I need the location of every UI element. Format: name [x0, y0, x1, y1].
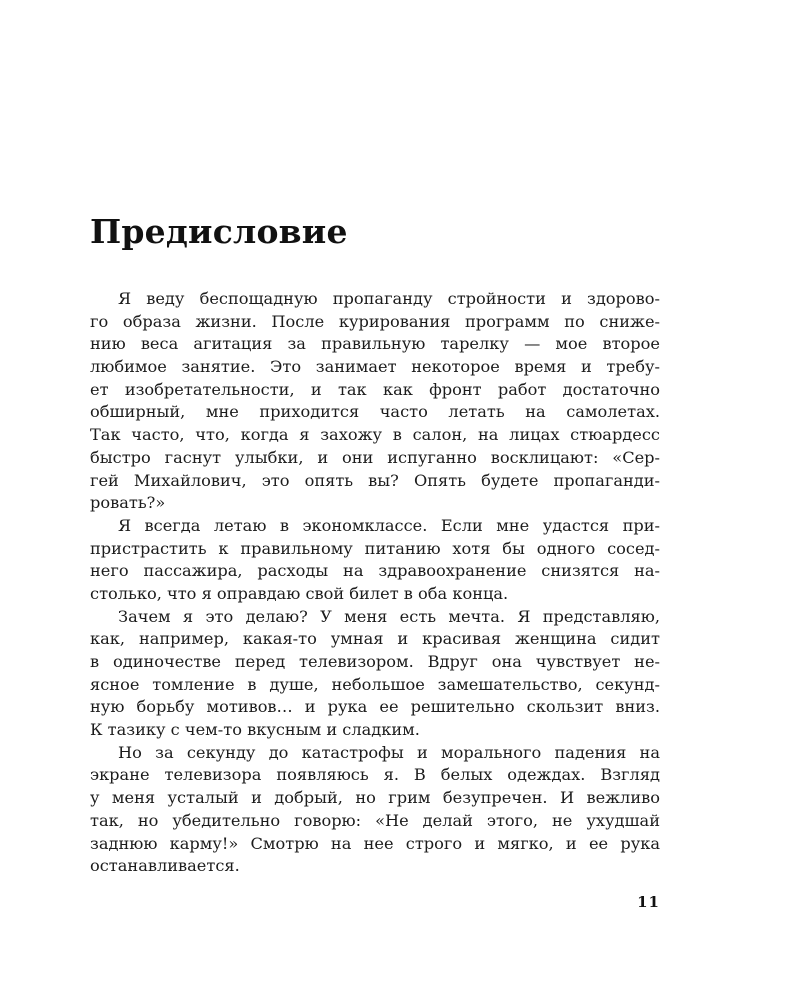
text-line: останавливается.: [90, 856, 240, 876]
text-line: у меня усталый и добрый, но грим безупречен. И вежливо: [90, 788, 660, 808]
text-line: К тазику с чем-то вкусным и сладким.: [90, 720, 420, 740]
text-line: ную борьбу мотивов… и рука ее решительно скользит вниз.: [90, 697, 660, 717]
text-line: как, например, какая-то умная и красивая женщина сидит: [90, 629, 660, 649]
paragraph-4: [90, 742, 660, 878]
body-text: [90, 288, 660, 878]
text-line: ясное томление в душе, небольшое замешательство, секунд-: [90, 674, 660, 694]
text-line: любимое занятие. Это занимает некоторое время и требу-: [90, 357, 660, 377]
text-line: Я всегда летаю в экономклассе. Если мне удастся при-: [118, 515, 660, 535]
text-line: Так часто, что, когда я захожу в салон, на лицах стюардесс: [90, 425, 660, 445]
text-line: так, но убедительно говорю: «Не делай этого, не ухудшай: [90, 810, 660, 830]
text-line: Я веду беспощадную пропаганду стройности и здорово-: [118, 289, 660, 308]
text-line: гей Михайлович, это опять вы? Опять будете пропаганди-: [90, 470, 660, 490]
text-line: ет изобретательности, и так как фронт работ достаточно: [90, 379, 660, 399]
text-line: быстро гаснут улыбки, и они испуганно восклицают: «Сер-: [90, 447, 660, 467]
text-line: ровать?»: [90, 493, 166, 513]
text-line: него пассажира, расходы на здравоохранение снизятся на-: [90, 561, 660, 581]
text-line: обширный, мне приходится часто летать на самолетах.: [90, 402, 660, 422]
text-line: в одиночестве перед телевизором. Вдруг она чувствует не-: [90, 652, 660, 671]
text-line: заднюю карму!» Смотрю на нее строго и мягко, и ее рука: [90, 833, 660, 853]
text-line: го образа жизни. После курирования программ по сниже-: [90, 311, 660, 331]
paragraph-2: [90, 515, 660, 606]
text-line: Но за секунду до катастрофы и морального падения на: [118, 742, 660, 762]
text-line: Зачем я это делаю? У меня есть мечта. Я представляю,: [118, 606, 660, 626]
text-line: экране телевизора появляюсь я. В белых одеждах. Взгляд: [90, 765, 660, 785]
text-line: столько, что я оправдаю свой билет в оба конца.: [90, 583, 509, 603]
chapter-title: Предисловие: [90, 212, 348, 251]
paragraph-3: [90, 606, 660, 742]
text-line: нию веса агитация за правильную тарелку — мое второе: [90, 334, 660, 354]
paragraph-1: [90, 288, 660, 515]
page-number: 11: [637, 893, 660, 911]
text-line: пристрастить к правильному питанию хотя бы одного сосед-: [90, 538, 660, 558]
